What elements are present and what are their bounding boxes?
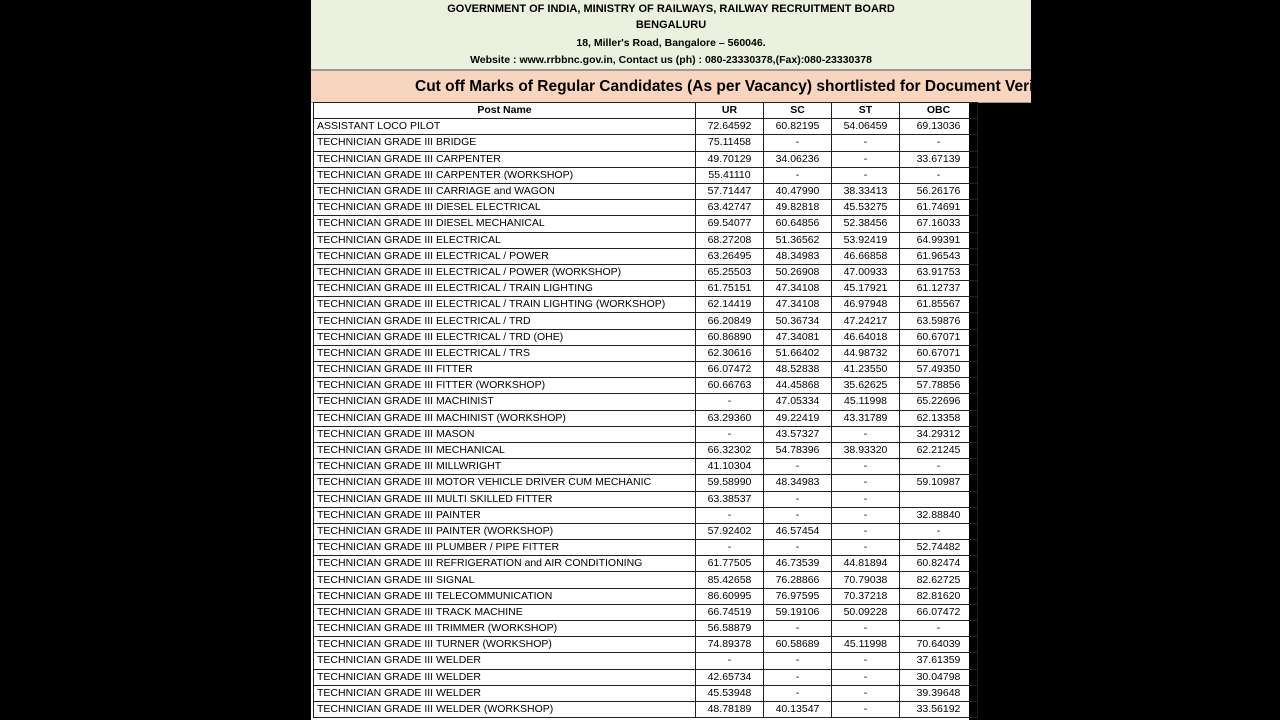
sc-cell: - [764, 540, 832, 556]
sc-cell: - [764, 685, 832, 701]
post-name-cell: TECHNICIAN GRADE III TELECOMMUNICATION [314, 588, 696, 604]
ur-cell: - [696, 394, 764, 410]
column-header-post-name: Post Name [314, 103, 696, 119]
post-name-cell: TECHNICIAN GRADE III CARPENTER (WORKSHOP) [314, 167, 696, 183]
table-row [314, 604, 978, 620]
sc-cell: 50.36734 [764, 313, 832, 329]
sc-cell: 49.82818 [764, 200, 832, 216]
st-cell: - [832, 151, 900, 167]
ur-cell: 69.54077 [696, 216, 764, 232]
ur-cell: - [696, 540, 764, 556]
ur-cell: 75.11458 [696, 135, 764, 151]
table-row [314, 232, 978, 248]
post-name-cell: TECHNICIAN GRADE III TRACK MACHINE [314, 604, 696, 620]
post-name-cell: TECHNICIAN GRADE III DIESEL MECHANICAL [314, 216, 696, 232]
post-name-cell: TECHNICIAN GRADE III TURNER (WORKSHOP) [314, 637, 696, 653]
post-name-cell: TECHNICIAN GRADE III ELECTRICAL / TRD [314, 313, 696, 329]
sc-cell: 50.26908 [764, 264, 832, 280]
table-row [314, 653, 978, 669]
obc-cell: - [900, 135, 978, 151]
st-cell: - [832, 653, 900, 669]
ur-cell: 49.70129 [696, 151, 764, 167]
table-row [314, 313, 978, 329]
ur-cell: 60.66763 [696, 378, 764, 394]
title-bar [311, 70, 1089, 103]
st-cell: 44.81894 [832, 556, 900, 572]
st-cell: 38.33413 [832, 183, 900, 199]
post-name-cell: TECHNICIAN GRADE III PAINTER (WORKSHOP) [314, 523, 696, 539]
table-row [314, 701, 978, 717]
ur-cell: 63.38537 [696, 491, 764, 507]
obc-cell: 39.39648 [900, 685, 978, 701]
sc-cell: 51.36562 [764, 232, 832, 248]
sc-cell: 47.34081 [764, 329, 832, 345]
obc-cell: 82.62725 [900, 572, 978, 588]
post-name-cell: TECHNICIAN GRADE III MECHANICAL [314, 442, 696, 458]
obc-cell: 65.22696 [900, 394, 978, 410]
table-row [314, 362, 978, 378]
st-cell: - [832, 540, 900, 556]
st-cell: - [832, 523, 900, 539]
obc-cell: 59.10987 [900, 475, 978, 491]
table-header-row [314, 103, 978, 119]
table-row [314, 216, 978, 232]
sc-cell: 46.57454 [764, 523, 832, 539]
sc-cell: 48.34983 [764, 475, 832, 491]
table-row [314, 572, 978, 588]
post-name-cell: TECHNICIAN GRADE III ELECTRICAL / TRD (OHE) [314, 329, 696, 345]
ur-cell: 63.42747 [696, 200, 764, 216]
obc-cell: 52.74482 [900, 540, 978, 556]
ur-cell: - [696, 653, 764, 669]
table-row [314, 151, 978, 167]
header-city: BENGALURU [635, 19, 707, 31]
column-header-sc: SC [764, 103, 832, 119]
sc-cell: 60.64856 [764, 216, 832, 232]
post-name-cell: TECHNICIAN GRADE III PLUMBER / PIPE FITTER [314, 540, 696, 556]
st-cell: 45.11998 [832, 637, 900, 653]
ur-cell: - [696, 507, 764, 523]
sc-cell: 48.52838 [764, 362, 832, 378]
obc-cell: 82.81620 [900, 588, 978, 604]
sc-cell: 34.06236 [764, 151, 832, 167]
st-cell: 52.38456 [832, 216, 900, 232]
post-name-cell: TECHNICIAN GRADE III WELDER (WORKSHOP) [314, 701, 696, 717]
table-row [314, 394, 978, 410]
st-cell: - [832, 507, 900, 523]
table-row [314, 588, 978, 604]
st-cell: - [832, 491, 900, 507]
table-row [314, 426, 978, 442]
table-row [314, 329, 978, 345]
obc-cell: 56.26176 [900, 183, 978, 199]
table-row [314, 410, 978, 426]
table-row [314, 281, 978, 297]
post-name-cell: TECHNICIAN GRADE III WELDER [314, 653, 696, 669]
column-header-obc: OBC [900, 103, 978, 119]
obc-cell: 60.67071 [900, 329, 978, 345]
st-cell: 47.24217 [832, 313, 900, 329]
obc-cell: - [900, 523, 978, 539]
post-name-cell: TECHNICIAN GRADE III MULTI SKILLED FITTER [314, 491, 696, 507]
sc-cell: 47.34108 [764, 281, 832, 297]
st-cell: 54.06459 [832, 119, 900, 135]
table-row [314, 459, 978, 475]
table-row [314, 264, 978, 280]
sc-cell: - [764, 135, 832, 151]
ur-cell: 66.32302 [696, 442, 764, 458]
document-header [311, 0, 1031, 70]
ur-cell: 68.27208 [696, 232, 764, 248]
sc-cell: 47.34108 [764, 297, 832, 313]
obc-cell: 66.07472 [900, 604, 978, 620]
st-cell: - [832, 426, 900, 442]
sc-cell: - [764, 621, 832, 637]
post-name-cell: TECHNICIAN GRADE III MILLWRIGHT [314, 459, 696, 475]
st-cell: 46.66858 [832, 248, 900, 264]
ur-cell: 85.42658 [696, 572, 764, 588]
sc-cell: 59.19106 [764, 604, 832, 620]
obc-cell: 70.64039 [900, 637, 978, 653]
obc-cell: - [900, 621, 978, 637]
post-name-cell: TECHNICIAN GRADE III ELECTRICAL / TRS [314, 345, 696, 361]
obc-cell: 61.85567 [900, 297, 978, 313]
post-name-cell: TECHNICIAN GRADE III MOTOR VEHICLE DRIVER CUM MECHANIC [314, 475, 696, 491]
post-name-cell: TECHNICIAN GRADE III BRIDGE [314, 135, 696, 151]
sc-cell: 51.66402 [764, 345, 832, 361]
ur-cell: 57.71447 [696, 183, 764, 199]
obc-cell: 63.91753 [900, 264, 978, 280]
st-cell: 45.53275 [832, 200, 900, 216]
sc-cell: 49.22419 [764, 410, 832, 426]
obc-cell: 62.13358 [900, 410, 978, 426]
table-row [314, 167, 978, 183]
sc-cell: - [764, 459, 832, 475]
st-cell: 47.00933 [832, 264, 900, 280]
obc-cell: 60.82474 [900, 556, 978, 572]
obc-cell [900, 491, 978, 507]
st-cell: - [832, 167, 900, 183]
sc-cell: 60.58689 [764, 637, 832, 653]
table-row [314, 540, 978, 556]
ur-cell: 55.41110 [696, 167, 764, 183]
st-cell: 53.92419 [832, 232, 900, 248]
obc-cell: 61.12737 [900, 281, 978, 297]
ur-cell: 63.26495 [696, 248, 764, 264]
table-row [314, 669, 978, 685]
sc-cell: - [764, 653, 832, 669]
sc-cell: - [764, 507, 832, 523]
st-cell: - [832, 459, 900, 475]
post-name-cell: TECHNICIAN GRADE III DIESEL ELECTRICAL [314, 200, 696, 216]
ur-cell: 86.60995 [696, 588, 764, 604]
post-name-cell: TECHNICIAN GRADE III MACHINIST [314, 394, 696, 410]
post-name-cell: TECHNICIAN GRADE III FITTER (WORKSHOP) [314, 378, 696, 394]
obc-cell: - [900, 459, 978, 475]
sc-cell: - [764, 167, 832, 183]
table-row [314, 507, 978, 523]
obc-cell: 62.21245 [900, 442, 978, 458]
obc-cell: 37.61359 [900, 653, 978, 669]
sc-cell: 76.97595 [764, 588, 832, 604]
sc-cell: 44.45868 [764, 378, 832, 394]
table-body [314, 119, 978, 718]
ur-cell: 74.89378 [696, 637, 764, 653]
ur-cell: 72.64592 [696, 119, 764, 135]
column-header-ur: UR [696, 103, 764, 119]
ur-cell: 62.30616 [696, 345, 764, 361]
obc-cell: 57.78856 [900, 378, 978, 394]
post-name-cell: TECHNICIAN GRADE III CARPENTER [314, 151, 696, 167]
obc-cell: 64.99391 [900, 232, 978, 248]
header-government-line: GOVERNMENT OF INDIA, MINISTRY OF RAILWAYS, RAILWAY RECRUITMENT BOARD [447, 3, 895, 15]
table-row [314, 491, 978, 507]
post-name-cell: TECHNICIAN GRADE III REFRIGERATION and AIR CONDITIONING [314, 556, 696, 572]
sc-cell: 60.82195 [764, 119, 832, 135]
post-name-cell: TECHNICIAN GRADE III ELECTRICAL / POWER [314, 248, 696, 264]
sc-cell: 43.57327 [764, 426, 832, 442]
st-cell: 41.23550 [832, 362, 900, 378]
ur-cell: 66.74519 [696, 604, 764, 620]
obc-cell: 32.88840 [900, 507, 978, 523]
st-cell: - [832, 701, 900, 717]
ur-cell: 63.29360 [696, 410, 764, 426]
st-cell: 44.98732 [832, 345, 900, 361]
obc-cell: 60.67071 [900, 345, 978, 361]
st-cell: - [832, 685, 900, 701]
ur-cell: 66.20849 [696, 313, 764, 329]
table-row [314, 442, 978, 458]
header-contact-line: Website : www.rrbbnc.gov.in, Contact us (ph) : 080-23330378,(Fax):080-23330378 [470, 54, 872, 66]
ur-cell: 45.53948 [696, 685, 764, 701]
table-row [314, 621, 978, 637]
obc-cell: 67.16033 [900, 216, 978, 232]
st-cell: 38.93320 [832, 442, 900, 458]
post-name-cell: TECHNICIAN GRADE III ELECTRICAL [314, 232, 696, 248]
ur-cell: 48.78189 [696, 701, 764, 717]
ur-cell: 56.58879 [696, 621, 764, 637]
ur-cell: 66.07472 [696, 362, 764, 378]
obc-cell: 61.74691 [900, 200, 978, 216]
obc-cell: 33.67139 [900, 151, 978, 167]
table-row [314, 297, 978, 313]
post-name-cell: TECHNICIAN GRADE III CARRIAGE and WAGON [314, 183, 696, 199]
ur-cell: 65.25503 [696, 264, 764, 280]
ur-cell: 61.77505 [696, 556, 764, 572]
ur-cell: - [696, 426, 764, 442]
sc-cell: 76.28866 [764, 572, 832, 588]
table-row [314, 637, 978, 653]
table-row [314, 135, 978, 151]
table-row [314, 378, 978, 394]
sc-cell: 48.34983 [764, 248, 832, 264]
post-name-cell: TECHNICIAN GRADE III MASON [314, 426, 696, 442]
st-cell: 35.62625 [832, 378, 900, 394]
table-row [314, 119, 978, 135]
obc-cell: 30.04798 [900, 669, 978, 685]
sc-cell: - [764, 669, 832, 685]
document-title: Cut off Marks of Regular Candidates (As per Vacancy) shortlisted for Document Verification [415, 78, 1089, 95]
post-name-cell: TECHNICIAN GRADE III WELDER [314, 685, 696, 701]
table-row [314, 556, 978, 572]
obc-cell: 33.56192 [900, 701, 978, 717]
sc-cell: 46.73539 [764, 556, 832, 572]
ur-cell: 41.10304 [696, 459, 764, 475]
post-name-cell: TECHNICIAN GRADE III SIGNAL [314, 572, 696, 588]
st-cell: 45.11998 [832, 394, 900, 410]
post-name-cell: TECHNICIAN GRADE III WELDER [314, 669, 696, 685]
ur-cell: 61.75151 [696, 281, 764, 297]
obc-cell: 57.49350 [900, 362, 978, 378]
table-row [314, 200, 978, 216]
post-name-cell: TECHNICIAN GRADE III ELECTRICAL / TRAIN LIGHTING [314, 281, 696, 297]
post-name-cell: TECHNICIAN GRADE III ELECTRICAL / POWER (WORKSHOP) [314, 264, 696, 280]
st-cell: - [832, 475, 900, 491]
ur-cell: 62.14419 [696, 297, 764, 313]
obc-cell: 63.59876 [900, 313, 978, 329]
post-name-cell: TECHNICIAN GRADE III ELECTRICAL / TRAIN LIGHTING (WORKSHOP) [314, 297, 696, 313]
ur-cell: 59.58990 [696, 475, 764, 491]
table-row [314, 523, 978, 539]
sc-cell: 40.13547 [764, 701, 832, 717]
post-name-cell: TECHNICIAN GRADE III MACHINIST (WORKSHOP) [314, 410, 696, 426]
document-page [311, 0, 1089, 720]
sc-cell: 54.78396 [764, 442, 832, 458]
sc-cell: 40.47990 [764, 183, 832, 199]
st-cell: - [832, 621, 900, 637]
post-name-cell: TECHNICIAN GRADE III FITTER [314, 362, 696, 378]
st-cell: 50.09228 [832, 604, 900, 620]
obc-cell: 69.13036 [900, 119, 978, 135]
obc-cell: 34.29312 [900, 426, 978, 442]
st-cell: - [832, 669, 900, 685]
table-row [314, 475, 978, 491]
table-row [314, 248, 978, 264]
ur-cell: 42.65734 [696, 669, 764, 685]
ur-cell: 60.86890 [696, 329, 764, 345]
obc-cell: - [900, 167, 978, 183]
st-cell: 70.37218 [832, 588, 900, 604]
cutoff-marks-table [313, 102, 978, 718]
st-cell: 45.17921 [832, 281, 900, 297]
column-header-st: ST [832, 103, 900, 119]
post-name-cell: TECHNICIAN GRADE III PAINTER [314, 507, 696, 523]
post-name-cell: ASSISTANT LOCO PILOT [314, 119, 696, 135]
st-cell: 46.64018 [832, 329, 900, 345]
st-cell: 43.31789 [832, 410, 900, 426]
st-cell: 70.79038 [832, 572, 900, 588]
st-cell: 46.97948 [832, 297, 900, 313]
table-row [314, 685, 978, 701]
sc-cell: - [764, 491, 832, 507]
sc-cell: 47.05334 [764, 394, 832, 410]
ur-cell: 57.92402 [696, 523, 764, 539]
header-address: 18, Miller's Road, Bangalore – 560046. [576, 37, 766, 49]
obc-cell: 61.96543 [900, 248, 978, 264]
post-name-cell: TECHNICIAN GRADE III TRIMMER (WORKSHOP) [314, 621, 696, 637]
st-cell: - [832, 135, 900, 151]
table-row [314, 183, 978, 199]
table-row [314, 345, 978, 361]
